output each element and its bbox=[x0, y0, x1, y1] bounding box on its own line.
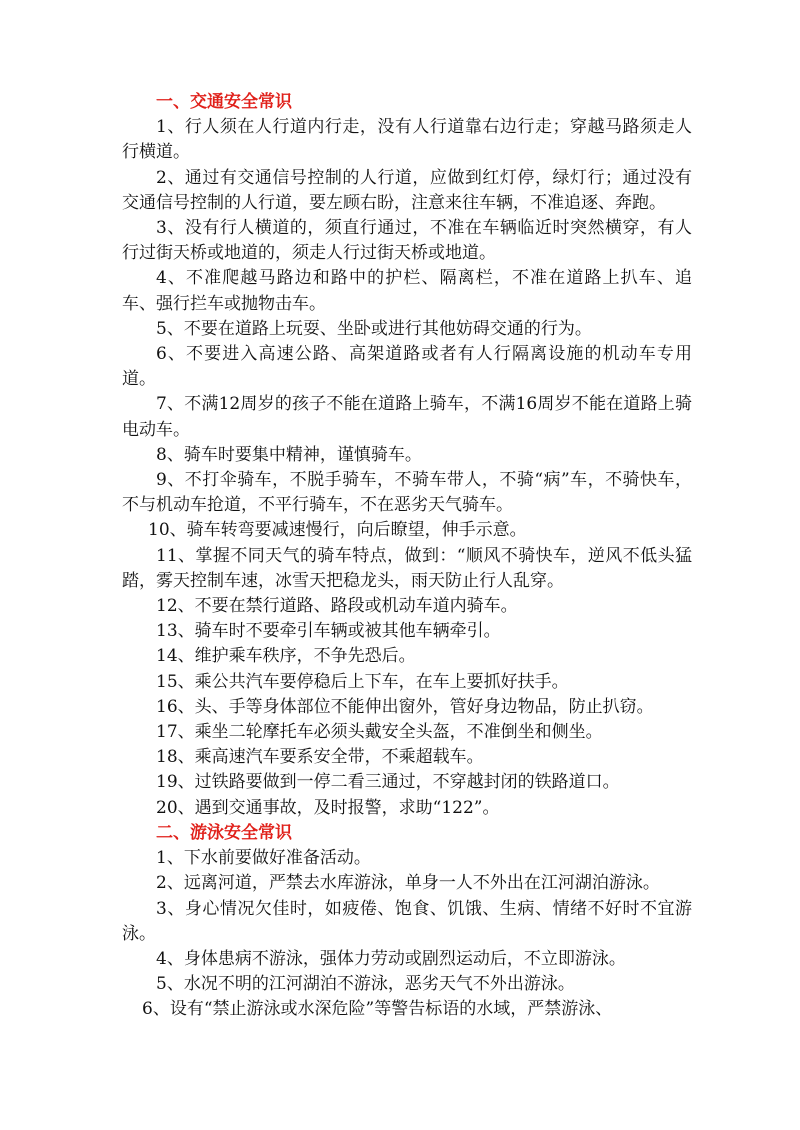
list-item: 10、骑车转弯要减速慢行，向后瞭望，伸手示意。 bbox=[148, 520, 527, 541]
list-item: 12、不要在禁行道路、路段或机动车道内骑车。 bbox=[156, 596, 518, 617]
document-body bbox=[122, 90, 692, 1023]
list-item: 4、身体患病不游泳，强体力劳动或剧烈运动后，不立即游泳。 bbox=[156, 948, 626, 969]
list-item: 19、过铁路要做到一停二看三通过，不穿越封闭的铁路道口。 bbox=[156, 772, 620, 793]
list-item: 15、乘公共汽车要停稳后上下车，在车上要抓好扶手。 bbox=[156, 671, 569, 692]
list-item: 11、掌握不同天气的骑车特点，做到：“顺风不骑快车，逆风不低头猛踏，雾天控制车速，冰雪天把稳龙头，雨天防止行人乱穿。 bbox=[122, 545, 692, 591]
list-item: 6、设有“禁止游泳或水深危险”等警告标语的水域，严禁游泳、 bbox=[142, 999, 613, 1020]
list-item: 1、行人须在人行道内行走，没有人行道靠右边行走；穿越马路须走人行横道。 bbox=[122, 117, 692, 163]
list-item: 5、水况不明的江河湖泊不游泳，恶劣天气不外出游泳。 bbox=[156, 974, 575, 995]
list-item: 20、遇到交通事故，及时报警，求助“122”。 bbox=[156, 797, 500, 818]
list-item: 16、头、手等身体部位不能伸出窗外，管好身边物品，防止扒窃。 bbox=[156, 696, 654, 717]
section-heading-traffic: 一、交通安全常识 bbox=[156, 92, 292, 112]
list-item: 2、通过有交通信号控制的人行道，应做到红灯停，绿灯行；通过没有交通信号控制的人行道，要左顾右盼，注意来往车辆，不准追逐、奔跑。 bbox=[122, 167, 692, 213]
list-item: 8、骑车时要集中精神，谨慎骑车。 bbox=[156, 444, 422, 465]
list-item: 18、乘高速汽车要系安全带，不乘超载车。 bbox=[156, 747, 484, 768]
list-item: 3、身心情况欠佳时，如疲倦、饱食、饥饿、生病、情绪不好时不宜游泳。 bbox=[122, 898, 692, 944]
section-heading-swimming: 二、游泳安全常识 bbox=[156, 822, 292, 843]
list-item: 9、不打伞骑车，不脱手骑车，不骑车带人，不骑“病”车，不骑快车，不与机动车抢道，不平行骑车，不在恶劣天气骑车。 bbox=[122, 470, 692, 516]
list-item: 14、维护乘车秩序，不争先恐后。 bbox=[156, 646, 416, 667]
list-item: 1、下水前要做好准备活动。 bbox=[156, 848, 371, 869]
list-item: 6、不要进入高速公路、高架道路或者有人行隔离设施的机动车专用道。 bbox=[122, 344, 692, 390]
list-item: 2、远离河道，严禁去水库游泳，单身一人不外出在江河湖泊游泳。 bbox=[156, 873, 660, 894]
list-item: 17、乘坐二轮摩托车必须头戴安全头盔，不准倒坐和侧坐。 bbox=[156, 722, 603, 743]
list-item: 4、不准爬越马路边和路中的护栏、隔离栏，不准在道路上扒车、追车、强行拦车或抛物击车。 bbox=[122, 268, 692, 314]
list-item: 5、不要在道路上玩耍、坐卧或进行其他妨碍交通的行为。 bbox=[156, 318, 592, 339]
list-item: 13、骑车时不要牵引车辆或被其他车辆牵引。 bbox=[156, 621, 501, 642]
list-item: 7、不满12周岁的孩子不能在道路上骑车，不满16周岁不能在道路上骑电动车。 bbox=[122, 394, 692, 440]
list-item: 3、没有行人横道的，须直行通过，不准在车辆临近时突然横穿，有人行过街天桥或地道的，须走人行过街天桥或地道。 bbox=[122, 218, 692, 264]
